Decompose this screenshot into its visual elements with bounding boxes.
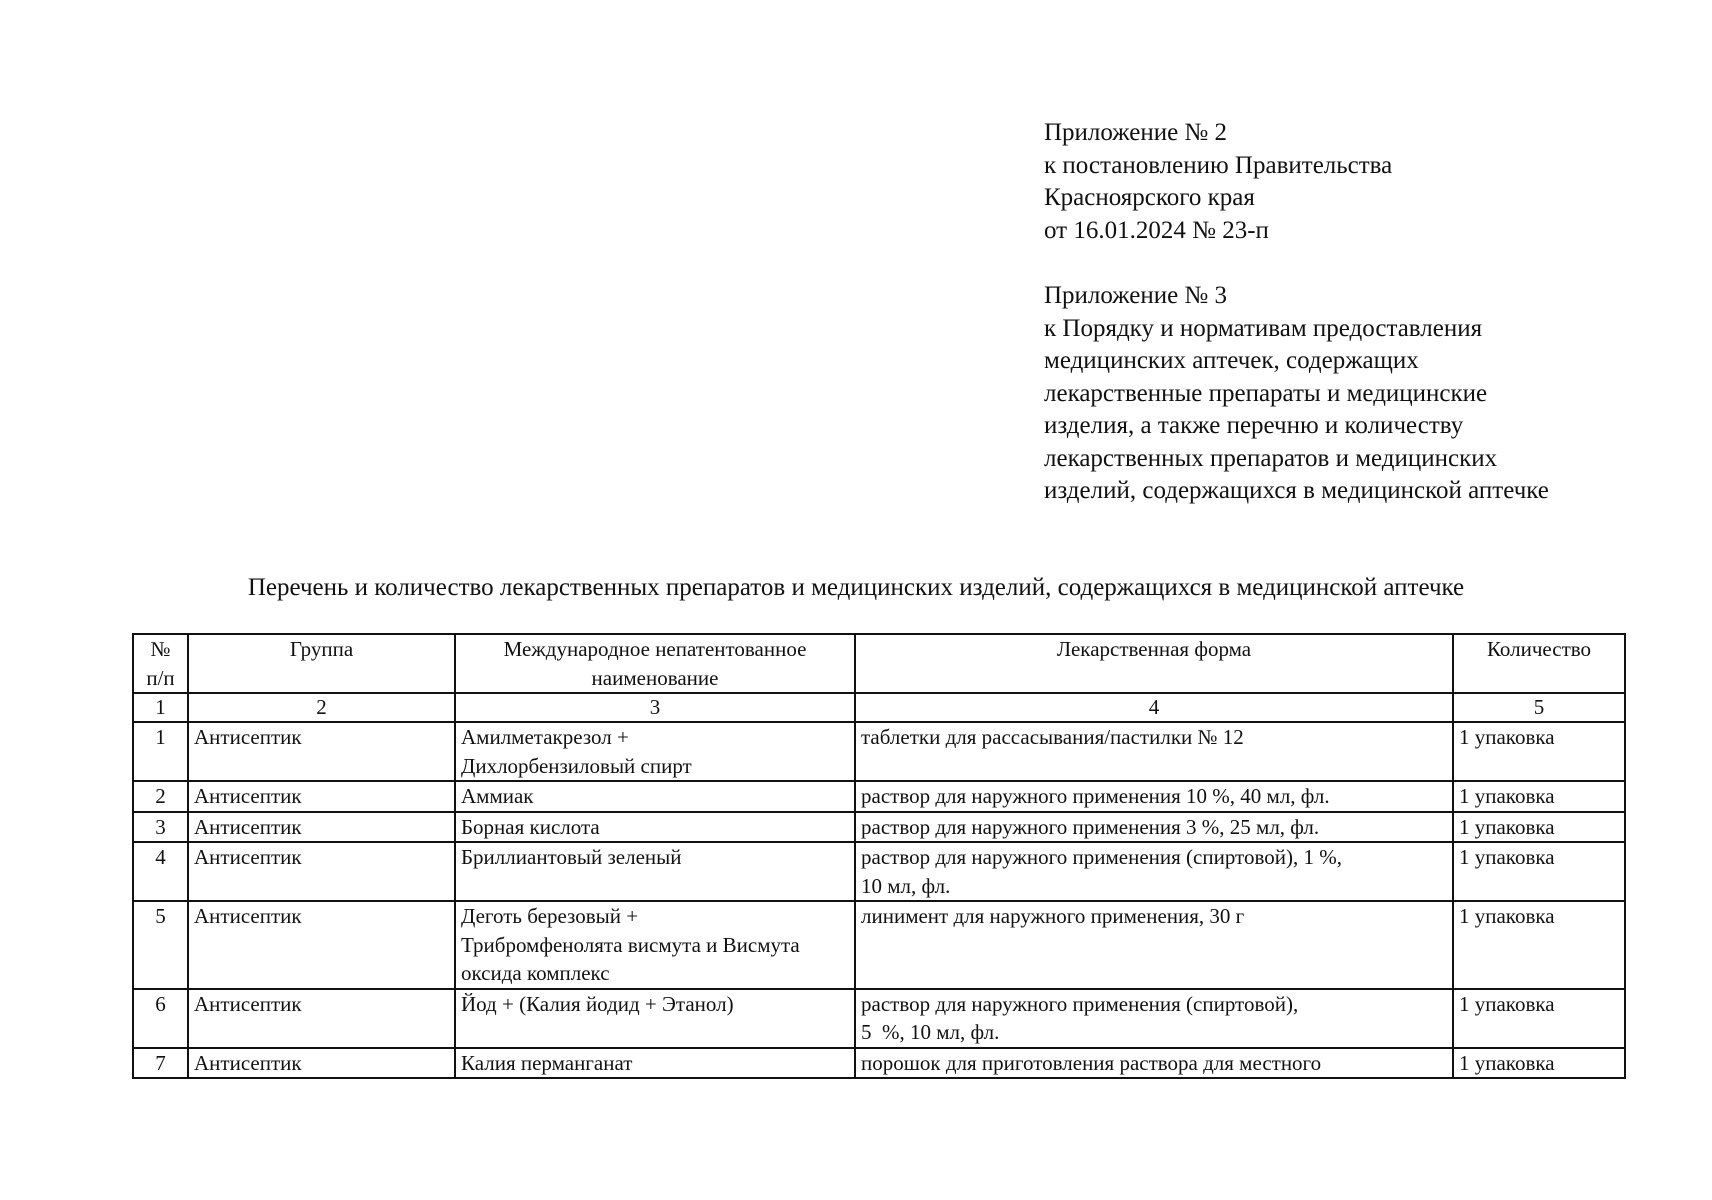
header-num: № п/п — [133, 634, 188, 693]
row-form: порошок для приготовления раствора для местного — [855, 1048, 1453, 1079]
table-row — [133, 901, 1625, 989]
table-row — [133, 722, 1625, 781]
table-row — [133, 781, 1625, 812]
row-form: раствор для наружного применения 10 %, 40 мл, фл. — [855, 781, 1453, 812]
appendix-3-line: изделия, а также перечню и количеству — [1044, 412, 1464, 439]
row-group: Антисептик — [188, 722, 455, 781]
column-number: 1 — [133, 693, 188, 722]
row-qty: 1 упаковка — [1453, 781, 1625, 812]
column-number-row — [133, 693, 1625, 722]
row-name: Калия перманганат — [455, 1048, 855, 1079]
appendix-3-header — [1044, 280, 1684, 508]
table-row — [133, 842, 1625, 901]
appendix-2-header — [1044, 117, 1684, 247]
row-name: Бриллиантовый зеленый — [455, 842, 855, 901]
row-form: раствор для наружного применения 3 %, 25 мл, фл. — [855, 812, 1453, 843]
appendix-3-line: изделий, содержащихся в медицинской аптечке — [1044, 477, 1549, 504]
appendix-3-line: лекарственные препараты и медицинские — [1044, 379, 1488, 407]
row-qty: 1 упаковка — [1453, 722, 1625, 781]
drug-table — [132, 633, 1626, 1079]
row-form: линимент для наружного применения, 30 г — [855, 901, 1453, 989]
row-qty: 1 упаковка — [1453, 1048, 1625, 1079]
row-name: Деготь березовый + Трибромфенолята висмута и Висмута оксида комплекс — [455, 901, 855, 989]
appendix-2-line: Приложение № 2 — [1044, 119, 1228, 146]
row-form: раствор для наружного применения (спиртовой), 5 %, 10 мл, фл. — [855, 989, 1453, 1048]
document-title: Перечень и количество лекарственных препаратов и медицинских изделий, содержащихся в медицинской аптечке — [247, 574, 1465, 601]
row-num: 2 — [133, 781, 188, 812]
appendix-2-line: от 16.01.2024 № 23-п — [1044, 216, 1269, 244]
row-group: Антисептик — [188, 901, 455, 989]
row-name: Йод + (Калия йодид + Этанол) — [455, 989, 855, 1048]
row-num: 4 — [133, 842, 188, 901]
column-number: 2 — [188, 693, 455, 722]
row-group: Антисептик — [188, 781, 455, 812]
row-group: Антисептик — [188, 842, 455, 901]
row-name: Аммиак — [455, 781, 855, 812]
row-num: 5 — [133, 901, 188, 989]
row-num: 6 — [133, 989, 188, 1048]
row-group: Антисептик — [188, 1048, 455, 1079]
table-row — [133, 812, 1625, 843]
column-number: 5 — [1453, 693, 1625, 722]
row-num: 3 — [133, 812, 188, 843]
appendix-3-line: медицинских аптечек, содержащих — [1044, 347, 1419, 374]
appendix-3-line: к Порядку и нормативам предоставления — [1044, 314, 1483, 342]
header-group: Группа — [188, 634, 455, 693]
row-name: Амилметакрезол + Дихлорбензиловый спирт — [455, 722, 855, 781]
row-qty: 1 упаковка — [1453, 989, 1625, 1048]
row-name: Борная кислота — [455, 812, 855, 843]
appendix-2-line: Красноярского края — [1044, 184, 1255, 211]
row-group: Антисептик — [188, 812, 455, 843]
appendix-2-line: к постановлению Правительства — [1044, 151, 1393, 179]
row-qty: 1 упаковка — [1453, 901, 1625, 989]
row-qty: 1 упаковка — [1453, 842, 1625, 901]
header-form: Лекарственная форма — [855, 634, 1453, 693]
table-header-row — [133, 634, 1625, 693]
row-qty: 1 упаковка — [1453, 812, 1625, 843]
row-num: 7 — [133, 1048, 188, 1079]
column-number: 3 — [455, 693, 855, 722]
header-qty: Количество — [1453, 634, 1625, 693]
row-group: Антисептик — [188, 989, 455, 1048]
header-name: Международное непатентованное наименование — [455, 634, 855, 693]
appendix-3-line: лекарственных препаратов и медицинских — [1044, 444, 1498, 472]
column-number: 4 — [855, 693, 1453, 722]
table-row — [133, 1048, 1625, 1079]
appendix-3-line: Приложение № 3 — [1044, 282, 1228, 309]
row-form: таблетки для рассасывания/пастилки № 12 — [855, 722, 1453, 781]
row-num: 1 — [133, 722, 188, 781]
row-form: раствор для наружного применения (спиртовой), 1 %, 10 мл, фл. — [855, 842, 1453, 901]
table-row — [133, 989, 1625, 1048]
